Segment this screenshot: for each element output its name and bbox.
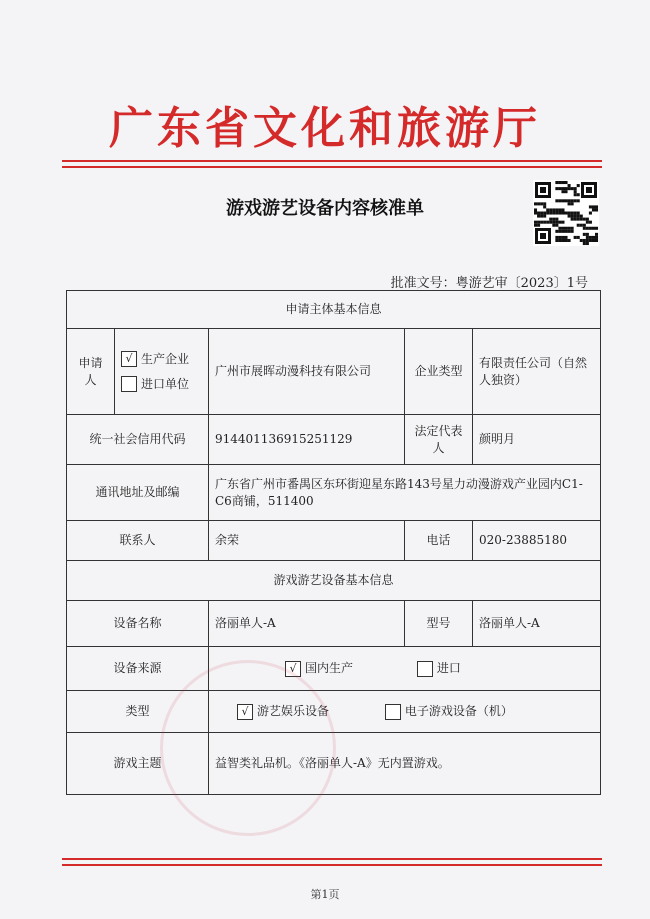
option-import[interactable] — [417, 660, 461, 677]
type-label: 类型 — [67, 691, 209, 733]
applicant-type-options — [115, 329, 209, 415]
credit-code: 914401136915251129 — [209, 415, 405, 465]
source-options — [209, 647, 601, 691]
header-divider-top — [62, 160, 602, 162]
option-domestic[interactable] — [285, 660, 353, 677]
issuer-title: 广东省文化和旅游厅 — [109, 103, 541, 154]
applicant-label: 申请人 — [67, 329, 115, 415]
type-options — [209, 691, 601, 733]
model-label: 型号 — [405, 601, 473, 647]
device-name-label: 设备名称 — [67, 601, 209, 647]
section-title-device: 游戏游艺设备基本信息 — [67, 561, 601, 601]
importer-checkbox[interactable] — [121, 376, 137, 392]
source-label: 设备来源 — [67, 647, 209, 691]
credit-code-label: 统一社会信用代码 — [67, 415, 209, 465]
phone: 020-23885180 — [473, 521, 601, 561]
phone-label: 电话 — [405, 521, 473, 561]
contact-label: 联系人 — [67, 521, 209, 561]
contact: 余荣 — [209, 521, 405, 561]
section-title-applicant: 申请主体基本信息 — [67, 291, 601, 329]
model: 洛丽单人-A — [473, 601, 601, 647]
option-amusement[interactable] — [237, 703, 329, 720]
page-number: 第1页 — [310, 888, 340, 901]
theme-label: 游戏主题 — [67, 733, 209, 795]
footer-divider-top — [62, 858, 602, 860]
option-producer[interactable] — [121, 351, 202, 368]
amusement-label: 游艺娱乐设备 — [257, 704, 330, 718]
footer-divider-bottom — [62, 864, 602, 866]
address: 广东省广州市番禺区东环街迎星东路143号星力动漫游戏产业园内C1-C6商铺，511400 — [209, 465, 601, 521]
device-name: 洛丽单人-A — [209, 601, 405, 647]
importer-label: 进口单位 — [141, 376, 190, 391]
game-theme: 益智类礼品机。《洛丽单人-A》无内置游戏。 — [209, 733, 601, 795]
domestic-label: 国内生产 — [305, 661, 354, 675]
producer-checkbox[interactable]: √ — [121, 351, 137, 367]
option-electronic[interactable] — [385, 703, 513, 720]
approval-form-table — [66, 290, 601, 795]
qr-code-icon — [533, 180, 599, 246]
legal-rep: 颜明月 — [473, 415, 601, 465]
company-name: 广州市展晖动漫科技有限公司 — [209, 329, 405, 415]
electronic-checkbox[interactable] — [385, 704, 401, 720]
company-type-label: 企业类型 — [405, 329, 473, 415]
header-divider-bottom — [62, 166, 602, 168]
legal-rep-label: 法定代表人 — [405, 415, 473, 465]
amusement-checkbox[interactable]: √ — [237, 704, 253, 720]
electronic-label: 电子游戏设备（机） — [404, 704, 513, 718]
company-type: 有限责任公司（自然人独资） — [473, 329, 601, 415]
option-importer[interactable] — [121, 376, 202, 393]
address-label: 通讯地址及邮编 — [67, 465, 209, 521]
import-label: 进口 — [436, 661, 461, 675]
ratification-number: 批准文号：粤游艺审〔2023〕1号 — [390, 276, 588, 291]
producer-label: 生产企业 — [141, 351, 190, 366]
domestic-checkbox[interactable]: √ — [285, 661, 301, 677]
document-title: 游戏游艺设备内容核准单 — [226, 198, 424, 219]
import-checkbox[interactable] — [417, 661, 433, 677]
